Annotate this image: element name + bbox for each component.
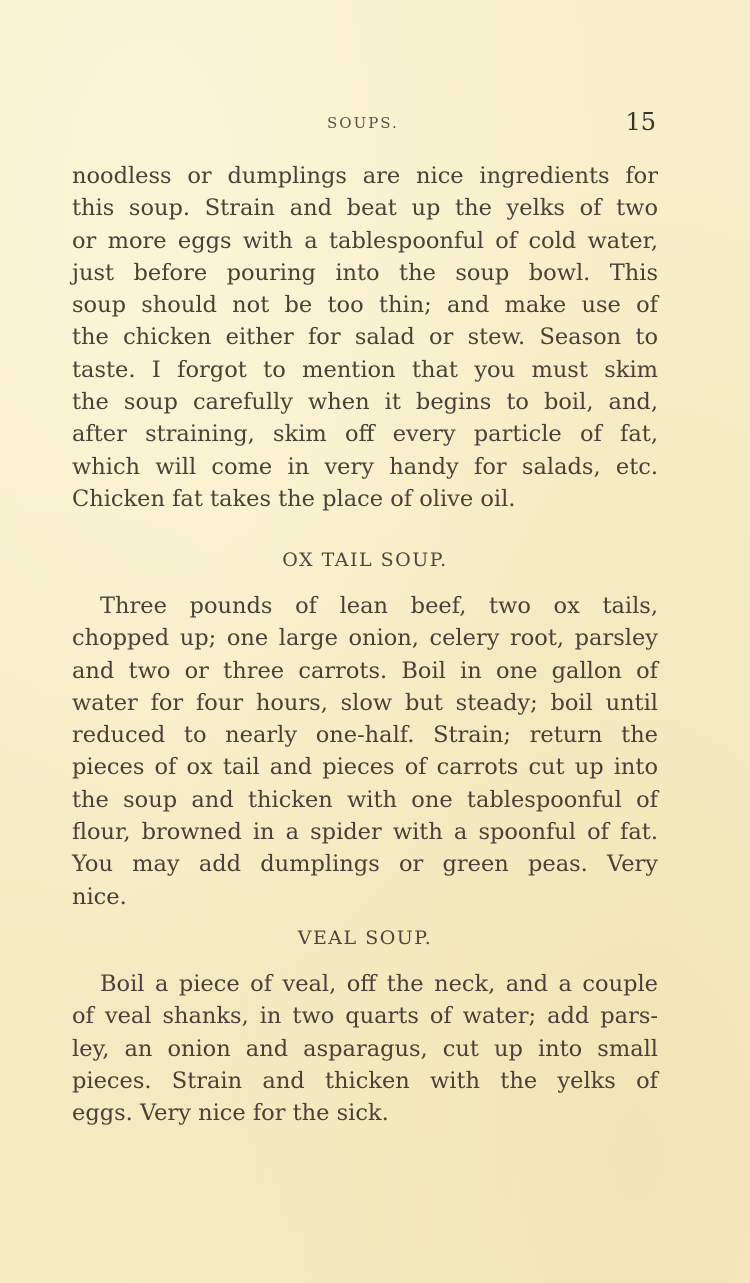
text-line: this soup. Strain and beat up the yelks of two (72, 195, 658, 222)
text-line: Three pounds of lean beef, two ox tails, (100, 593, 658, 619)
section-title: SOUPS. (327, 114, 399, 132)
text-line: the soup carefully when it begins to boil, and, (72, 389, 658, 416)
text-line: Chicken fat takes the place of olive oil. (72, 485, 516, 512)
text-line: after straining, skim off every particle of fat, (72, 421, 658, 448)
text-line: ley, an onion and asparagus, cut up into small (72, 1035, 658, 1062)
text-line: just before pouring into the soup bowl. This (72, 259, 658, 286)
text-line: nice. (72, 883, 127, 910)
text-line: flour, browned in a spider with a spoonful of fat. (72, 819, 658, 846)
text-line: reduced to nearly one-half. Strain; return the (72, 722, 658, 749)
text-line: or more eggs with a tablespoonful of cold water, (72, 227, 658, 254)
text-line: which will come in very handy for salads, etc. (72, 453, 658, 480)
text-line: soup should not be too thin; and make use of (72, 292, 658, 319)
text-line: pieces. Strain and thicken with the yelks of (72, 1067, 658, 1094)
text-line: Boil a piece of veal, off the neck, and a couple (100, 971, 658, 997)
ox-tail-soup-heading: OX TAIL SOUP. (282, 549, 448, 571)
text-line: noodless or dumplings are nice ingredients for (72, 163, 658, 189)
text-line: eggs. Very nice for the sick. (72, 1100, 389, 1127)
text-line: of veal shanks, in two quarts of water; add pars- (72, 1003, 658, 1030)
page-number: 15 (625, 108, 656, 136)
chicken-soup-continued-paragraph (72, 160, 658, 515)
text-line: and two or three carrots. Boil in one gallon of (72, 657, 658, 684)
text-line: water for four hours, slow but steady; boil until (72, 689, 658, 716)
text-line: You may add dumplings or green peas. Very (72, 851, 658, 878)
text-line: pieces of ox tail and pieces of carrots cut up into (72, 754, 658, 781)
text-line: taste. I forgot to mention that you must skim (72, 356, 658, 383)
running-head (72, 108, 658, 138)
text-line: the soup and thicken with one tablespoonful of (72, 786, 658, 813)
veal-soup-heading: VEAL SOUP. (297, 927, 433, 949)
ox-tail-soup-paragraph (72, 590, 658, 913)
text-line: the chicken either for salad or stew. Season to (72, 324, 658, 351)
veal-soup-paragraph (72, 968, 658, 1129)
text-line: chopped up; one large onion, celery root, parsley (72, 625, 658, 652)
